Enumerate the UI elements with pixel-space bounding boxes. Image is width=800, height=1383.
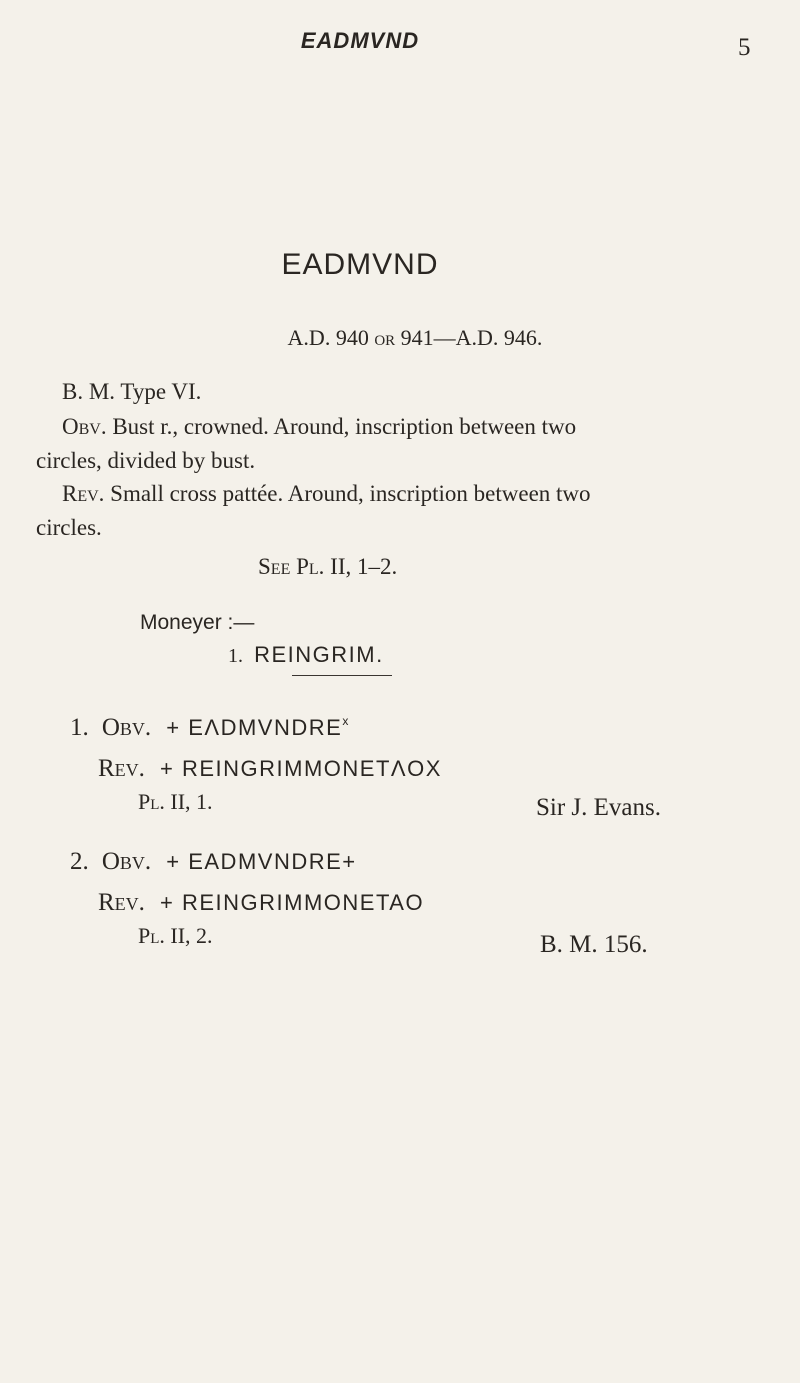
coin-1-rev-legend: + REINGRIMMONETΛOX — [160, 756, 442, 781]
coin-1-obv-label: Obv. — [101, 714, 152, 741]
reign-dates: A.D. 940 or 941—A.D. 946. — [287, 325, 543, 350]
moneyer-heading: Moneyer :— — [140, 611, 255, 634]
coin-1-plate: Pl. II, 1. — [138, 789, 213, 814]
coin-1-obv-legend-superscript: x — [342, 714, 350, 728]
divider-rule — [292, 675, 392, 676]
coin-2-number: 2. — [70, 848, 89, 875]
coin-1-obv-legend: + EΛDMVNDRE — [166, 715, 343, 740]
type-line: B. M. Type VI. — [62, 379, 202, 404]
reverse-label: Rev. — [62, 481, 105, 506]
coin-2-obv-label: Obv. — [101, 848, 152, 875]
coin-1-reverse-row — [98, 755, 442, 783]
coin-1-rev-label: Rev. — [98, 755, 145, 782]
coin-2-plate: Pl. II, 2. — [138, 923, 213, 948]
obverse-text: Bust r., crowned. Around, inscription between two — [112, 414, 577, 439]
reverse-description-line-2: circles. — [36, 515, 102, 540]
coin-2-obv-legend: + EADMVNDRE+ — [166, 849, 357, 874]
moneyer-name: REINGRIM. — [254, 642, 384, 667]
page-title: EADMVND — [281, 248, 439, 281]
coin-1-number: 1. — [70, 714, 89, 741]
coin-2-reverse-row — [98, 889, 424, 917]
moneyer-number: 1. — [228, 645, 243, 667]
coin-1-obverse-row — [70, 714, 350, 742]
coin-2-provenance: B. M. 156. — [540, 931, 648, 958]
obverse-label: Obv. — [62, 414, 107, 439]
page-number: 5 — [738, 34, 751, 61]
reverse-description-line-1 — [62, 477, 591, 510]
plate-reference: See Pl. II, 1–2. — [258, 554, 398, 579]
obverse-description-line-2: circles, divided by bust. — [36, 448, 256, 473]
coin-2-obverse-row — [70, 848, 357, 876]
reverse-text: Small cross pattée. Around, inscription between two — [110, 481, 591, 506]
coin-2-rev-legend: + REINGRIMMONETAO — [160, 890, 425, 915]
obverse-description-line-1 — [62, 410, 576, 443]
running-head: EADMVND — [300, 28, 420, 53]
moneyer-list-item — [228, 642, 384, 668]
coin-2-rev-label: Rev. — [98, 889, 145, 916]
coin-1-provenance: Sir J. Evans. — [536, 794, 661, 821]
